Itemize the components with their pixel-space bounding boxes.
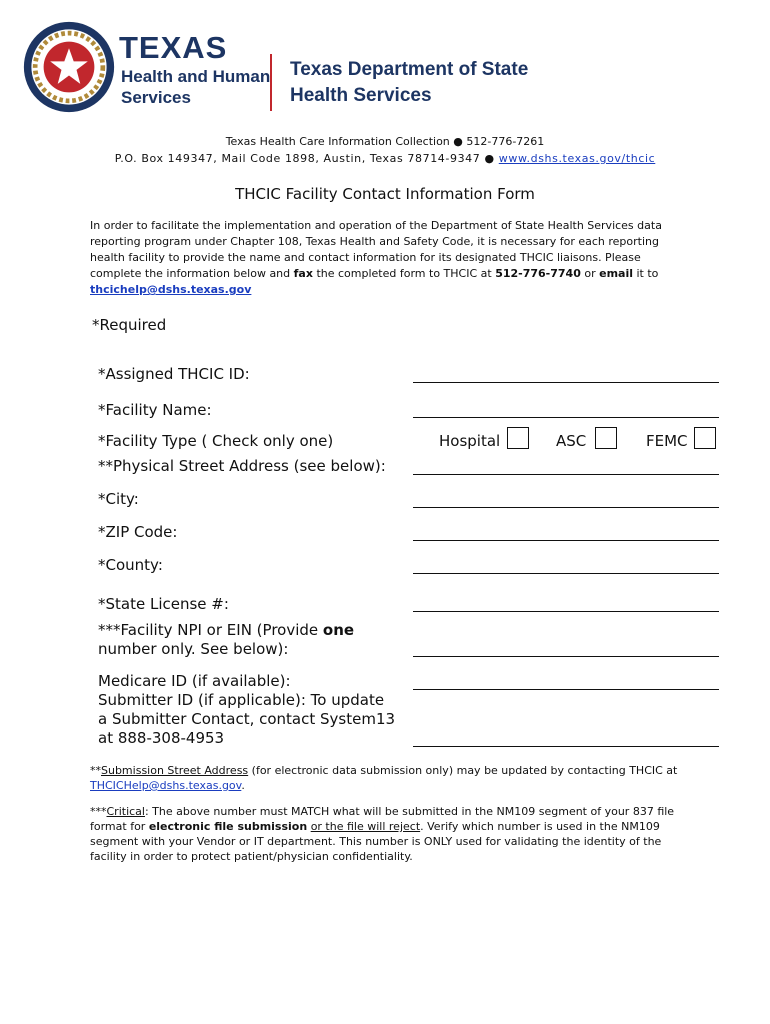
note-prefix: ** <box>90 764 101 777</box>
zip-label: *ZIP Code: <box>98 523 178 541</box>
medicare-id-label: Medicare ID (if available): <box>98 672 291 690</box>
intro-email-word: email <box>599 267 633 280</box>
submitter-line1: Submitter ID (if applicable): To update <box>98 691 385 709</box>
facility-type-hospital-checkbox[interactable] <box>507 427 529 449</box>
logo-dshs-line1: Texas Department of State <box>290 59 529 80</box>
facility-name-label: *Facility Name: <box>98 401 212 419</box>
intro-text: the completed form to THCIC at <box>312 267 496 280</box>
required-label: *Required <box>92 316 167 334</box>
npi-label-text2: number only. See below): <box>98 640 289 658</box>
street-address-label: **Physical Street Address (see below): <box>98 457 386 475</box>
logo-hhs-text <box>121 66 270 108</box>
facility-type-label: *Facility Type ( Check only one) <box>98 432 334 450</box>
note-text: (for electronic data submission only) may be updated by contacting THCIC at <box>248 764 678 777</box>
npi-label-text: ***Facility NPI or EIN (Provide <box>98 621 323 639</box>
intro-fax-word: fax <box>293 267 313 280</box>
npi-label-bold: one <box>322 621 355 639</box>
submitter-id-field[interactable] <box>413 746 719 747</box>
note-street-address <box>90 763 690 793</box>
contact-url-link[interactable]: www.dshs.texas.gov/thcic <box>498 152 656 165</box>
facility-type-asc-label: ASC <box>556 432 587 450</box>
intro-text: or <box>580 267 600 280</box>
facility-type-femc-checkbox[interactable] <box>694 427 716 449</box>
logo-dshs-text <box>290 57 528 109</box>
note-critical <box>90 804 690 864</box>
zip-field[interactable] <box>413 540 719 541</box>
note-reject-warning: or the file will reject <box>310 820 421 833</box>
city-field[interactable] <box>413 507 719 508</box>
street-address-field[interactable] <box>413 474 719 475</box>
note-text: . Verify which number is used in the NM109 segment with your Vendor or IT department. This number is ONLY used for validating the identity of the facility in order to protect patient/physician confidentiality. <box>90 820 662 863</box>
logo-divider <box>270 54 272 111</box>
intro-text: In order to facilitate the implementation and operation of the Department of State Health Services data reporting program under Chapter 108, Texas Health and Safety Code, it is necessary for each reporting health facility to provide the name and contact information for its designated THCIC liaisons. Please complete the information below and <box>90 219 662 280</box>
submitter-id-label <box>98 691 408 748</box>
facility-type-asc-checkbox[interactable] <box>595 427 617 449</box>
contact-address: P.O. Box 149347, Mail Code 1898, Austin, Texas 78714-9347 ● <box>114 152 499 165</box>
contact-line1: Texas Health Care Information Collection ● 512-776-7261 <box>225 135 545 148</box>
facility-type-hospital-label: Hospital <box>439 432 501 450</box>
facility-type-femc-label: FEMC <box>646 432 688 450</box>
intro-fax-number: 512-776-7740 <box>495 267 581 280</box>
logo-texas-text: TEXAS <box>119 30 228 65</box>
thcic-id-label: *Assigned THCIC ID: <box>98 365 250 383</box>
logo-dshs-line2: Health Services <box>290 85 432 106</box>
form-title: THCIC Facility Contact Information Form <box>235 185 535 203</box>
intro-email-link[interactable]: thcichelp@dshs.texas.gov <box>90 283 252 296</box>
county-field[interactable] <box>413 573 719 574</box>
note-text: . <box>241 779 245 792</box>
thcic-id-field[interactable] <box>413 382 719 383</box>
logo-hhs-line2: Services <box>121 88 191 107</box>
medicare-id-field[interactable] <box>413 689 719 690</box>
npi-ein-label <box>98 621 398 659</box>
note-bold: electronic file submission <box>148 820 308 833</box>
note-text: : The above number must MATCH what will be submitted in the NM109 segment of your 837 file format for <box>90 805 675 833</box>
logo-hhs-line1: Health and Human <box>121 67 271 86</box>
note-prefix: *** <box>90 805 107 818</box>
state-license-label: *State License #: <box>98 595 229 613</box>
city-label: *City: <box>98 490 139 508</box>
intro-paragraph <box>90 218 690 298</box>
note-critical-word: Critical <box>106 805 145 818</box>
state-license-field[interactable] <box>413 611 719 612</box>
intro-text: it to <box>633 267 659 280</box>
npi-ein-field[interactable] <box>413 656 719 657</box>
facility-name-field[interactable] <box>413 417 719 418</box>
note-underline: Submission Street Address <box>101 764 249 777</box>
county-label: *County: <box>98 556 163 574</box>
contact-line2 <box>0 152 770 165</box>
thcic-help-email-link[interactable]: THCICHelp@dshs.texas.gov <box>90 779 242 792</box>
submitter-line3: at 888-308-4953 <box>98 729 225 747</box>
texas-hhs-seal-icon <box>22 20 116 114</box>
submitter-line2: a Submitter Contact, contact System13 <box>98 710 396 728</box>
